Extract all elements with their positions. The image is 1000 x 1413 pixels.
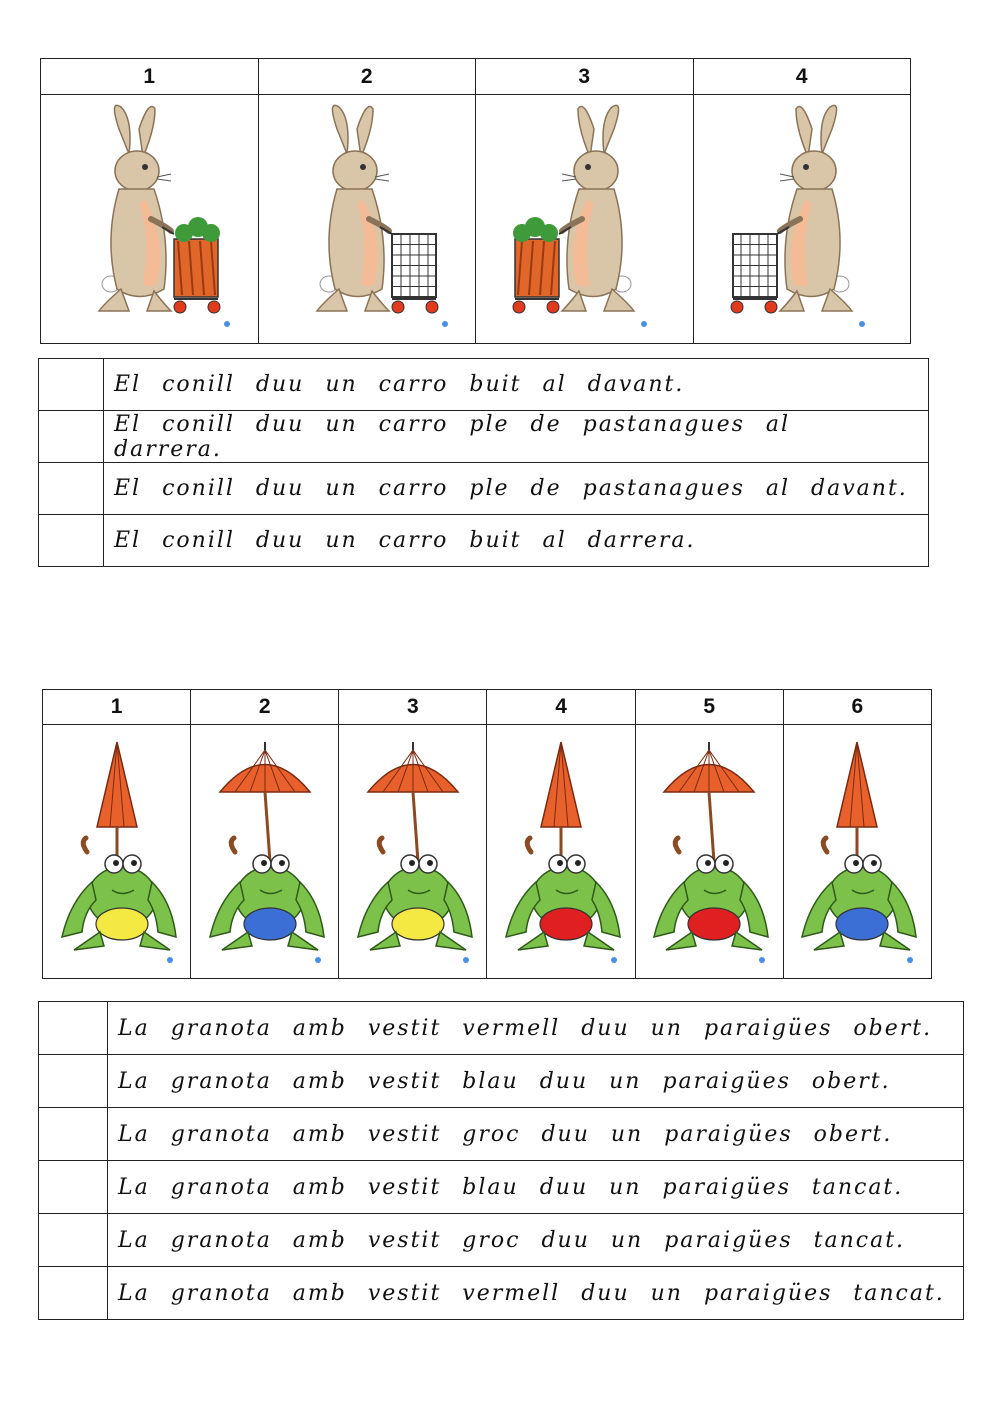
sentence-row xyxy=(39,1055,964,1108)
sentence-row xyxy=(39,1002,964,1055)
frog-open-umbrella-red-image xyxy=(644,732,774,972)
sentence-text: La granota amb vestit vermell duu un paraigües obert. xyxy=(108,1002,964,1055)
rabbit-full-cart-behind-image xyxy=(494,99,674,339)
sentence-text: El conill duu un carro buit al darrera. xyxy=(104,515,929,567)
sentence-row xyxy=(39,1214,964,1267)
rabbit-empty-cart-behind-image xyxy=(712,99,892,339)
frog-column-number-1: 1 xyxy=(43,690,191,725)
rabbit-empty-cart-front-image xyxy=(277,99,457,339)
frog-open-umbrella-blue-image xyxy=(200,732,330,972)
frog-closed-umbrella-red-image xyxy=(496,732,626,972)
frog-closed-umbrella-yellow-image xyxy=(52,732,182,972)
answer-box[interactable] xyxy=(39,1267,108,1320)
rabbit-sentence-table xyxy=(38,358,929,567)
answer-box[interactable] xyxy=(39,1161,108,1214)
rabbit-picture-cell-4 xyxy=(693,95,911,344)
answer-box[interactable] xyxy=(39,359,104,411)
rabbit-picture-table xyxy=(40,58,911,344)
rabbit-full-cart-front-image xyxy=(59,99,239,339)
frog-column-number-6: 6 xyxy=(783,690,931,725)
frog-picture-cell-4 xyxy=(487,725,635,979)
answer-box[interactable] xyxy=(39,1002,108,1055)
sentence-row xyxy=(39,1161,964,1214)
sentence-text: La granota amb vestit groc duu un paraigües obert. xyxy=(108,1108,964,1161)
sentence-text: El conill duu un carro ple de pastanagues al darrera. xyxy=(104,411,929,463)
answer-box[interactable] xyxy=(39,411,104,463)
answer-box[interactable] xyxy=(39,1055,108,1108)
sentence-row xyxy=(39,411,929,463)
sentence-row xyxy=(39,515,929,567)
sentence-row xyxy=(39,463,929,515)
frog-column-number-2: 2 xyxy=(191,690,339,725)
frog-picture-table xyxy=(42,689,932,979)
frog-picture-cell-1 xyxy=(43,725,191,979)
sentence-text: La granota amb vestit blau duu un paraigües obert. xyxy=(108,1055,964,1108)
sentence-row xyxy=(39,1108,964,1161)
rabbit-column-number-2: 2 xyxy=(258,59,476,95)
frog-picture-cell-2 xyxy=(191,725,339,979)
sentence-text: El conill duu un carro ple de pastanagues al davant. xyxy=(104,463,929,515)
rabbit-column-number-1: 1 xyxy=(41,59,259,95)
sentence-row xyxy=(39,1267,964,1320)
answer-box[interactable] xyxy=(39,463,104,515)
rabbit-column-number-3: 3 xyxy=(476,59,694,95)
frog-column-number-4: 4 xyxy=(487,690,635,725)
answer-box[interactable] xyxy=(39,1214,108,1267)
rabbit-column-number-4: 4 xyxy=(693,59,911,95)
answer-box[interactable] xyxy=(39,515,104,567)
sentence-row xyxy=(39,359,929,411)
rabbit-picture-cell-3 xyxy=(476,95,694,344)
frog-open-umbrella-yellow-image xyxy=(348,732,478,972)
frog-picture-cell-5 xyxy=(635,725,783,979)
frog-picture-cell-3 xyxy=(339,725,487,979)
sentence-text: La granota amb vestit groc duu un paraigües tancat. xyxy=(108,1214,964,1267)
sentence-text: El conill duu un carro buit al davant. xyxy=(104,359,929,411)
frog-closed-umbrella-blue-image xyxy=(792,732,922,972)
sentence-text: La granota amb vestit vermell duu un paraigües tancat. xyxy=(108,1267,964,1320)
sentence-text: La granota amb vestit blau duu un paraigües tancat. xyxy=(108,1161,964,1214)
rabbit-picture-cell-2 xyxy=(258,95,476,344)
answer-box[interactable] xyxy=(39,1108,108,1161)
frog-column-number-3: 3 xyxy=(339,690,487,725)
frog-column-number-5: 5 xyxy=(635,690,783,725)
frog-picture-cell-6 xyxy=(783,725,931,979)
frog-sentence-table xyxy=(38,1001,964,1320)
rabbit-picture-cell-1 xyxy=(41,95,259,344)
